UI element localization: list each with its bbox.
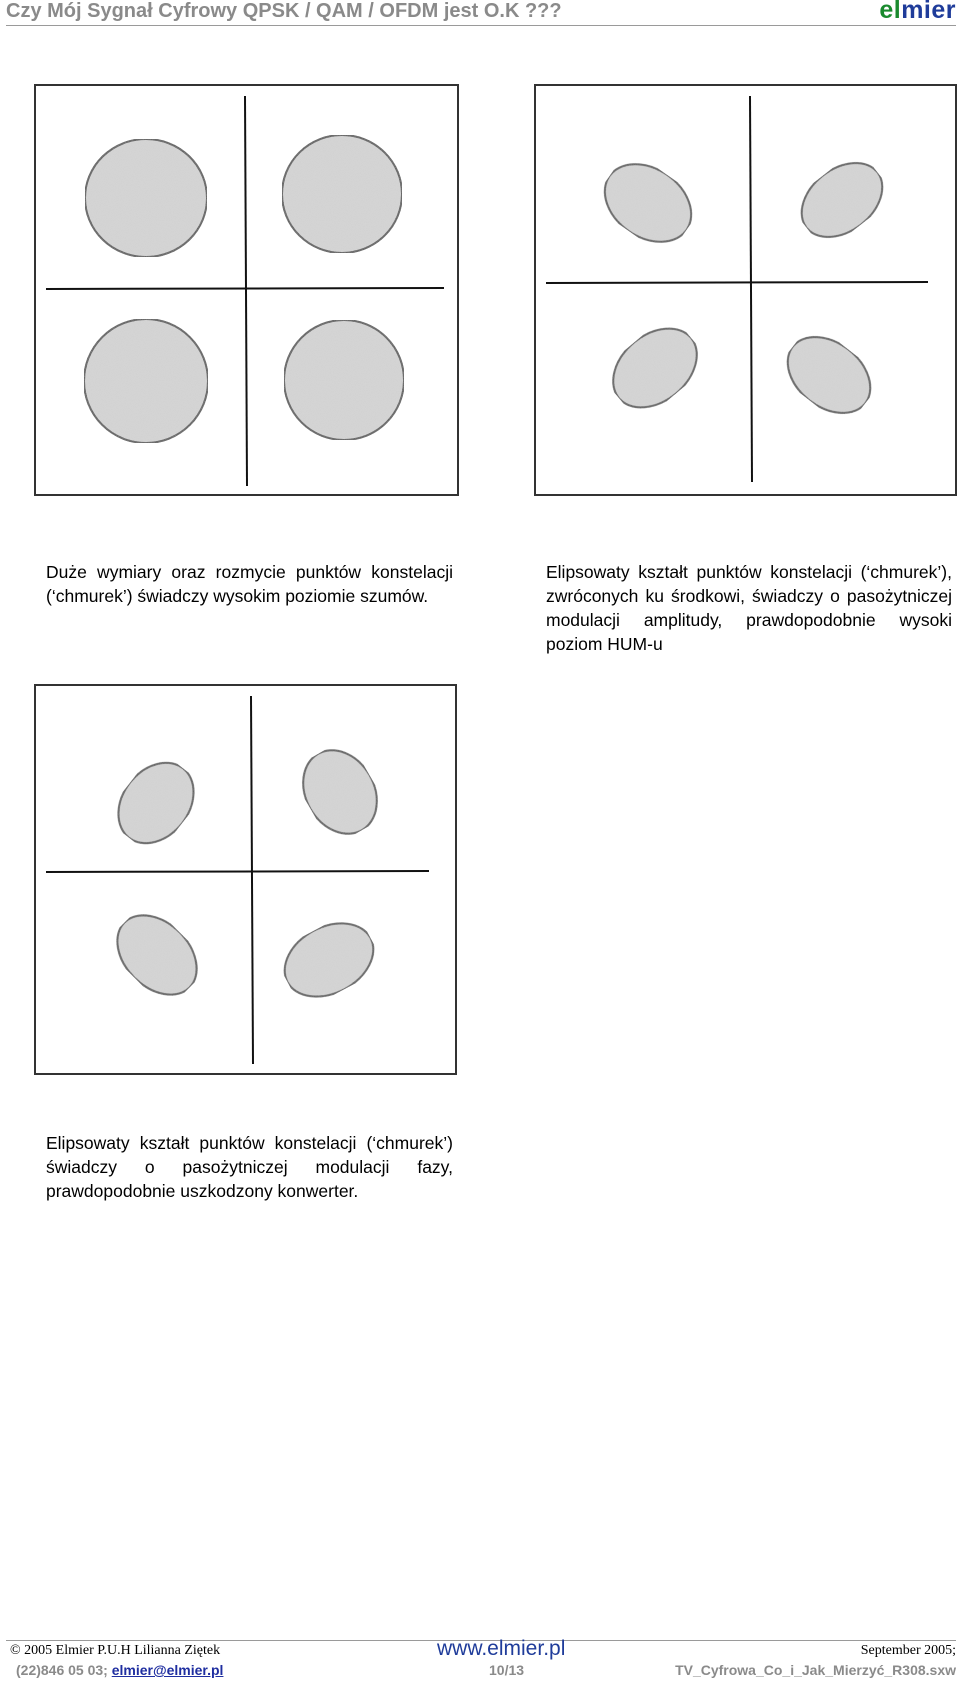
caption-noise: Duże wymiary oraz rozmycie punktów konstelacji (‘chmurek’) świadczy wysokim poziomie szumów.: [46, 562, 453, 606]
footer-phone: (22)846 05 03;: [16, 1662, 108, 1678]
footer-date: September 2005;: [860, 1643, 956, 1658]
constellation-figure-phase: [34, 684, 460, 1076]
page-title: Czy Mój Sygnał Cyfrowy QPSK / QAM / OFDM jest O.K ???: [6, 0, 562, 22]
constellation-point: [84, 319, 208, 443]
footer-contact: [16, 1662, 223, 1678]
footer-page-number: 10/13: [489, 1662, 525, 1678]
i-axis: [546, 282, 928, 283]
header-divider: [6, 25, 956, 26]
q-axis: [750, 96, 752, 482]
constellation-diagram-amplitude: [534, 84, 958, 498]
elmier-logo: elmier: [879, 0, 956, 24]
caption-amplitude: Elipsowaty kształt punktów konstelacji (‘chmurek’), zwróconych ku środkowi, świadczy o pasożytniczej modulacji amplitudy, prawdopodobnie wysoki poziom HUM-u: [546, 562, 952, 654]
constellation-figure-noise: [34, 84, 460, 498]
q-axis: [251, 696, 253, 1064]
i-axis: [46, 871, 429, 872]
constellation-point: [289, 737, 392, 847]
constellation-diagram-phase: [34, 684, 460, 1076]
i-axis: [46, 288, 444, 289]
page-header: [6, 0, 956, 24]
footer-email-link[interactable]: elmier@elmier.pl: [111, 1662, 224, 1678]
footer-filename: TV_Cyfrowa_Co_i_Jak_Mierzyć_R308.sxw: [675, 1662, 956, 1678]
q-axis: [245, 96, 247, 486]
figure-frame: [35, 685, 456, 1074]
constellation-point: [102, 900, 212, 1010]
constellation-diagram-noise: [34, 84, 460, 498]
constellation-point: [773, 321, 885, 428]
footer-website-link[interactable]: www.elmier.pl: [437, 1637, 566, 1660]
constellation-point: [598, 313, 712, 424]
constellation-point: [103, 748, 209, 858]
constellation-point: [590, 148, 706, 258]
constellation-point: [85, 139, 207, 257]
caption-phase: Elipsowaty kształt punktów konstelacji (‘chmurek’) świadczy o pasożytniczej modulacji fazy, prawdopodobnie uszkodzony konwerter.: [46, 1133, 453, 1201]
constellation-point: [787, 148, 896, 252]
footer-copyright: © 2005 Elmier P.U.H Lilianna Ziętek: [10, 1643, 221, 1658]
constellation-point: [282, 135, 402, 253]
constellation-point: [284, 320, 404, 440]
constellation-point: [272, 909, 386, 1011]
figure-frame: [535, 85, 956, 495]
constellation-figure-amplitude: [534, 84, 958, 498]
